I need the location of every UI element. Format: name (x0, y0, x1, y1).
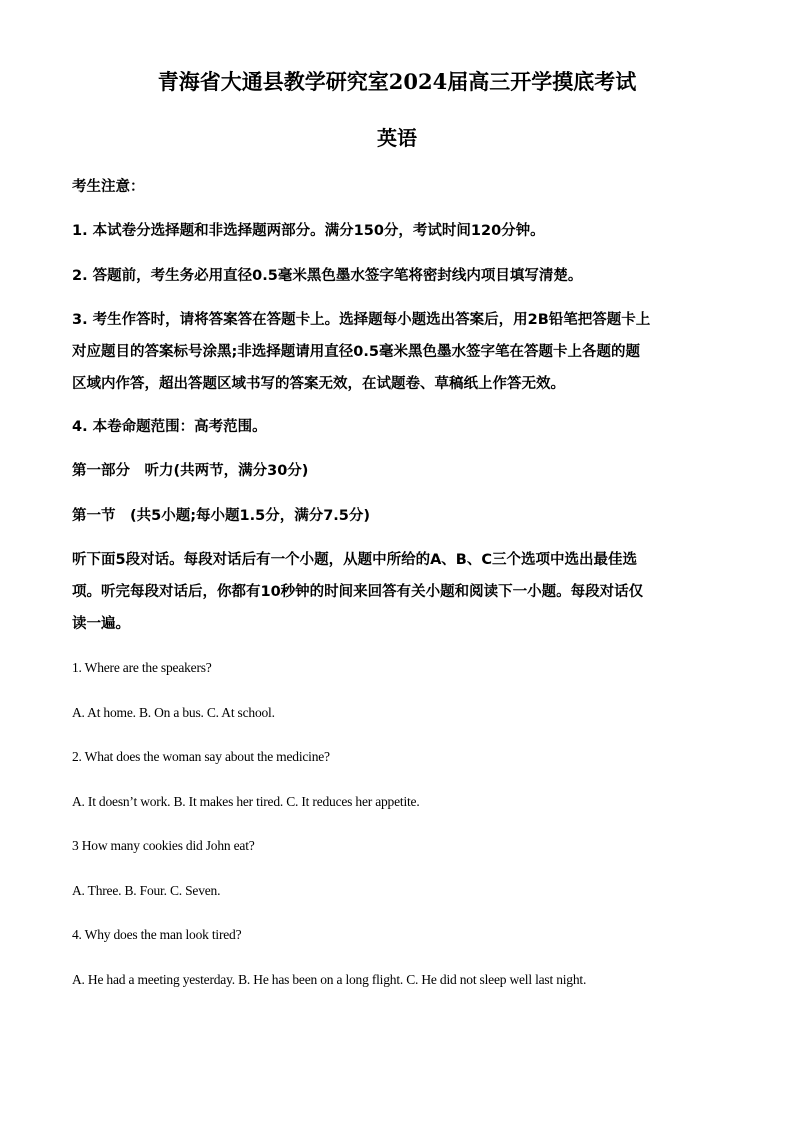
notice-item-1: 1. 本试卷分选择题和非选择题两部分。满分150分，考试时间120分钟。 (72, 223, 545, 239)
subject-title: 英语 (377, 126, 417, 150)
notice-item-2: 2. 答题前，考生务必用直径0.5毫米黑色墨水签字笔将密封线内项目填写清楚。 (72, 268, 583, 284)
question-2-options: A. It doesn’t work. B. It makes her tired. C. It reduces her appetite. (72, 794, 420, 809)
question-3: 3 How many cookies did John eat? (72, 838, 255, 853)
notice-item-3-line-1: 3. 考生作答时，请将答案答在答题卡上。选择题每小题选出答案后，用2B铅笔把答题卡上 (72, 312, 651, 328)
instructions-line-3: 读一遍。 (72, 616, 130, 632)
listening-instructions (72, 550, 722, 646)
notice-item-3-line-3: 区域内作答，超出答题区域书写的答案无效，在试题卷、草稿纸上作答无效。 (72, 376, 565, 392)
notice-heading: 考生注意： (72, 179, 145, 195)
question-1: 1. Where are the speakers? (72, 660, 212, 675)
question-3-options: A. Three. B. Four. C. Seven. (72, 883, 221, 898)
question-1-options: A. At home. B. On a bus. C. At school. (72, 705, 275, 720)
part-heading: 第一部分 听力(共两节，满分30分) (72, 463, 309, 479)
notice-item-3 (72, 310, 722, 406)
question-4: 4. Why does the man look tired? (72, 927, 242, 942)
notice-item-4: 4. 本卷命题范围：高考范围。 (72, 419, 267, 435)
notice-item-3-line-2: 对应题目的答案标号涂黑;非选择题请用直径0.5毫米黑色墨水签字笔在答题卡上各题的题 (72, 344, 640, 360)
instructions-line-2: 项。听完每段对话后，你都有10秒钟的时间来回答有关小题和阅读下一小题。每段对话仅 (72, 584, 644, 600)
instructions-line-1: 听下面5段对话。每段对话后有一个小题，从题中所给的A、B、C三个选项中选出最佳选 (72, 552, 638, 568)
subsection-heading: 第一节 (共5小题;每小题1.5分，满分7.5分) (72, 508, 371, 524)
question-2: 2. What does the woman say about the medicine? (72, 749, 330, 764)
exam-title: 青海省大通县教学研究室2024届高三开学摸底考试 (157, 69, 637, 94)
question-4-options: A. He had a meeting yesterday. B. He has been on a long flight. C. He did not sleep well last night. (72, 972, 587, 987)
